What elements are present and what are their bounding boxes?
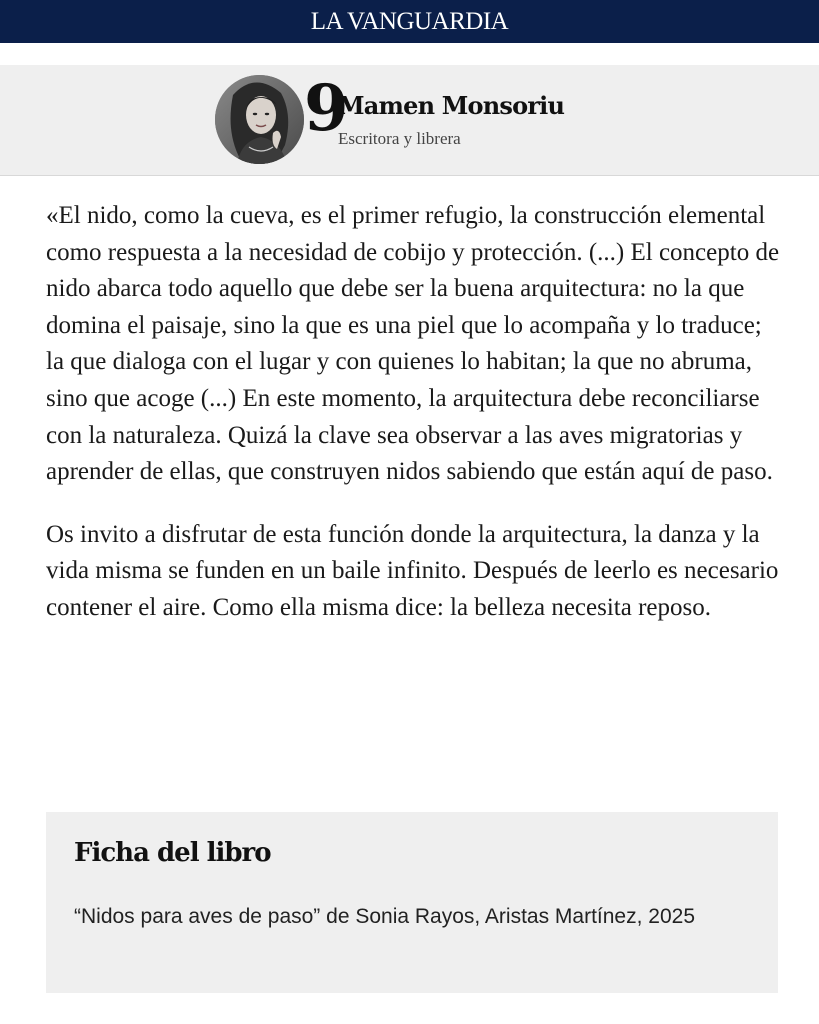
book-card-title: Ficha del libro bbox=[74, 838, 271, 868]
article-paragraph-invitation: Os invito a disfrutar de esta función donde la arquitectura, la danza y la vida misma se funden en un baile infinito. Después de leerlo es necesario contener el aire. Como ella misma dice: la belleza necesita reposo. bbox=[46, 520, 779, 621]
site-header bbox=[0, 0, 819, 43]
quote-mark-icon: 9 bbox=[304, 71, 349, 146]
article-paragraph-quote: «El nido, como la cueva, es el primer refugio, la construcción elemental como respuesta a la necesidad de cobijo y protección. (...) El concepto de nido abarca todo aquello que debe ser la buena arquitectura: no la que domina el paisaje, sino la que es una piel que lo acompaña y lo traduce; la que dialoga con el lugar y con quienes lo habitan; la que no abruma, sino que acoge (...) En este momento, la arquitectura debe reconciliarse con la naturaleza. Quizá la clave sea observar a las aves migratorias y aprender de ellas, que construyen nidos sabiendo que están aquí de paso. bbox=[46, 202, 780, 486]
book-card-description: “Nidos para aves de paso” de Sonia Rayos, Aristas Martínez, 2025 bbox=[74, 905, 695, 928]
author-avatar[interactable] bbox=[215, 75, 304, 164]
author-box bbox=[0, 65, 819, 176]
author-portrait-icon bbox=[215, 75, 304, 164]
article-body bbox=[46, 198, 781, 653]
author-role: Escritora y librera bbox=[338, 129, 461, 148]
book-card bbox=[46, 812, 778, 993]
site-logo[interactable]: LA VANGUARDIA bbox=[310, 7, 509, 35]
author-name[interactable]: Mamen Monsoriu bbox=[338, 91, 565, 120]
